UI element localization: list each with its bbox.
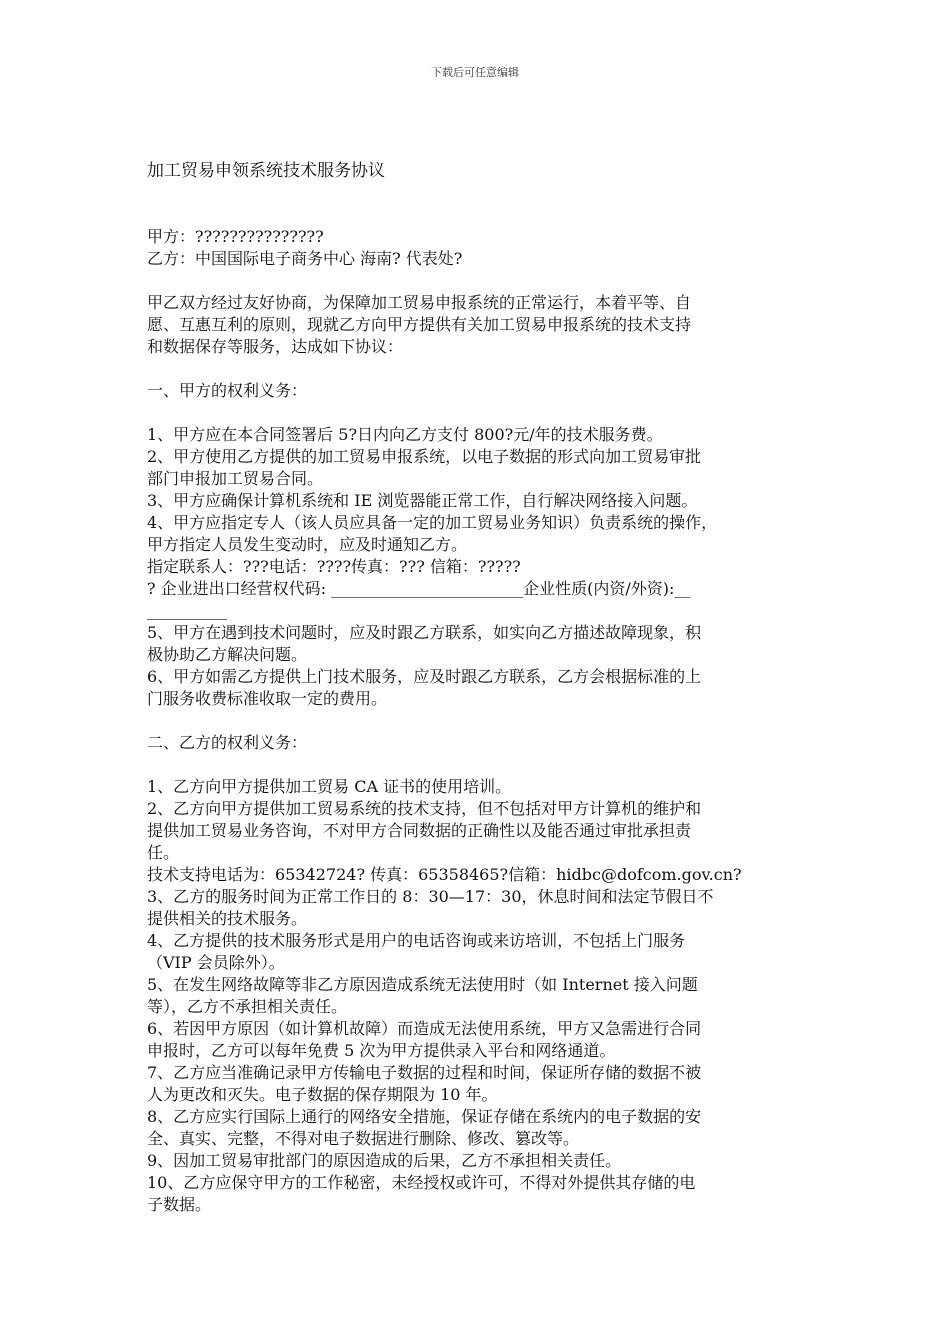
document-line: 部门申报加工贸易合同。 xyxy=(147,469,324,488)
document-line: 极协助乙方解决问题。 xyxy=(147,645,308,664)
document-line: 3、乙方的服务时间为正常工作日的 8：30—17：30，休息时间和法定节假日不 xyxy=(147,887,714,906)
document-line: 人为更改和灭失。电子数据的保存期限为 10 年。 xyxy=(147,1085,498,1104)
document-line: （VIP 会员除外）。 xyxy=(147,953,285,972)
document-line: 7、乙方应当准确记录甲方传输电子数据的过程和时间，保证所存储的数据不被 xyxy=(147,1063,702,1082)
document-line: 2、甲方使用乙方提供的加工贸易申报系统，以电子数据的形式向加工贸易审批 xyxy=(147,447,702,466)
blank-line xyxy=(147,358,817,380)
document-line: 全、真实、完整，不得对电子数据进行删除、修改、篡改等。 xyxy=(147,1129,580,1148)
document-line: 甲方指定人员发生变动时，应及时通知乙方。 xyxy=(147,535,468,554)
document-line: __________ xyxy=(147,601,227,620)
document-line: 提供加工贸易业务咨询，不对甲方合同数据的正确性以及能否通过审批承担责 xyxy=(147,821,692,840)
blank-line xyxy=(147,402,817,424)
document-line: 6、若因甲方原因（如计算机故障）而造成无法使用系统，甲方又急需进行合同 xyxy=(147,1019,702,1038)
blank-line xyxy=(147,270,817,292)
document-line: 2、乙方向甲方提供加工贸易系统的技术支持，但不包括对甲方计算机的维护和 xyxy=(147,799,702,818)
document-line: 甲乙双方经过友好协商，为保障加工贸易申报系统的正常运行，本着平等、自 xyxy=(147,293,692,312)
document-line: 3、甲方应确保计算机系统和 IE 浏览器能正常工作，自行解决网络接入问题。 xyxy=(147,491,698,510)
document-line: 二、乙方的权利义务： xyxy=(147,733,308,752)
document-body xyxy=(147,226,817,1216)
document-line: 1、乙方向甲方提供加工贸易 CA 证书的使用培训。 xyxy=(147,777,512,796)
document-line: 5、在发生网络故障等非乙方原因造成系统无法使用时（如 Internet 接入问题 xyxy=(147,975,698,994)
document-line: 6、甲方如需乙方提供上门技术服务，应及时跟乙方联系，乙方会根据标准的上 xyxy=(147,667,702,686)
blank-line xyxy=(147,710,817,732)
document-line: 等），乙方不承担相关责任。 xyxy=(147,997,348,1016)
document-line: ? 企业进出口经营权代码: ________________________企业性质(内资/外资):__ xyxy=(147,579,691,598)
document-line: 技术支持电话为：65342724? 传真：65358465?信箱：hidbc@dofcom.gov.cn? xyxy=(147,865,742,884)
document-line: 8、乙方应实行国际上通行的网络安全措施，保证存储在系统内的电子数据的安 xyxy=(147,1107,702,1126)
document-line: 5、甲方在遇到技术问题时，应及时跟乙方联系，如实向乙方描述故障现象，积 xyxy=(147,623,702,642)
document-line: 甲方：??????????????? xyxy=(147,227,324,246)
document-line: 愿、互惠互利的原则，现就乙方向甲方提供有关加工贸易申报系统的技术支持 xyxy=(147,315,692,334)
page-header-note: 下载后可任意编辑 xyxy=(431,66,519,79)
document-line: 1、甲方应在本合同签署后 5?日内向乙方支付 800?元/年的技术服务费。 xyxy=(147,425,663,444)
document-line: 提供相关的技术服务。 xyxy=(147,909,308,928)
document-line: 任。 xyxy=(147,843,180,862)
document-line: 门服务收费标准收取一定的费用。 xyxy=(147,689,388,708)
document-line: 10、乙方应保守甲方的工作秘密，未经授权或许可，不得对外提供其存储的电 xyxy=(147,1173,696,1192)
document-title: 加工贸易申领系统技术服务协议 xyxy=(147,161,385,181)
document-line: 4、乙方提供的技术服务形式是用户的电话咨询或来访培训，不包括上门服务 xyxy=(147,931,686,950)
document-line: 申报时，乙方可以每年免费 5 次为甲方提供录入平台和网络通道。 xyxy=(147,1041,616,1060)
document-line: 乙方：中国国际电子商务中心 海南? 代表处? xyxy=(147,249,463,268)
document-line: 子数据。 xyxy=(147,1195,212,1214)
document-line: 和数据保存等服务，达成如下协议： xyxy=(147,337,404,356)
document-line: 4、甲方应指定专人（该人员应具备一定的加工贸易业务知识）负责系统的操作， xyxy=(147,513,718,532)
document-line: 指定联系人：???电话：????传真：??? 信箱：????? xyxy=(147,557,521,576)
document-line: 一、甲方的权利义务： xyxy=(147,381,308,400)
document-line: 9、因加工贸易审批部门的原因造成的后果，乙方不承担相关责任。 xyxy=(147,1151,622,1170)
blank-line xyxy=(147,754,817,776)
